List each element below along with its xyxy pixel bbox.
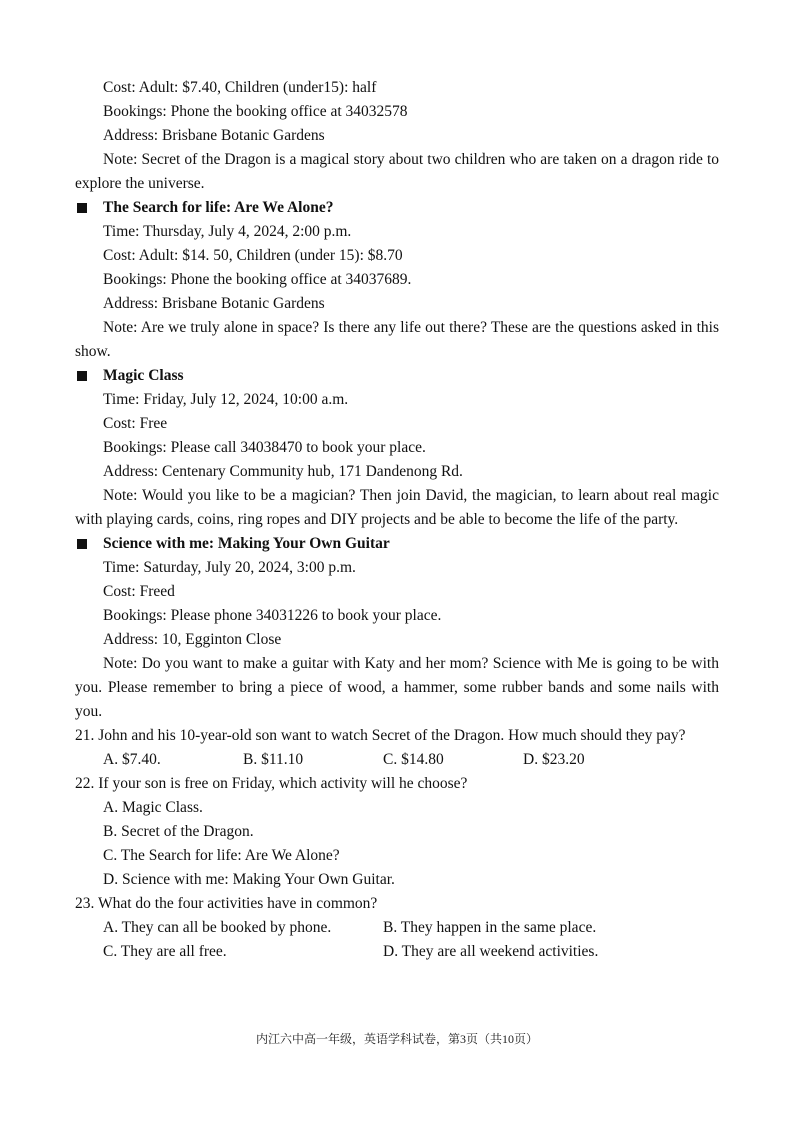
- question-stem: 21. John and his 10-year-old son want to watch Secret of the Dragon. How much should they pay?: [75, 727, 686, 744]
- option-a[interactable]: A. Magic Class.: [103, 799, 203, 816]
- option-b[interactable]: B. Secret of the Dragon.: [103, 823, 254, 840]
- event-title: Science with me: Making Your Own Guitar: [103, 535, 390, 552]
- square-bullet-icon: [77, 371, 87, 381]
- square-bullet-icon: [77, 203, 87, 213]
- event-note: Note: Are we truly alone in space? Is there any life out there? These are the questions asked in this show.: [75, 319, 719, 360]
- event-bookings: Bookings: Please call 34038470 to book your place.: [103, 439, 426, 456]
- event-heading: [75, 364, 719, 388]
- event-cost: Cost: Freed: [103, 583, 175, 600]
- option-c[interactable]: C. The Search for life: Are We Alone?: [103, 847, 340, 864]
- question-options: [75, 940, 719, 964]
- event-address: Address: Centenary Community hub, 171 Dandenong Rd.: [103, 463, 463, 480]
- option-d[interactable]: D. They are all weekend activities.: [383, 943, 599, 960]
- option-b[interactable]: B. $11.10: [243, 751, 304, 768]
- question-23: [75, 892, 719, 964]
- question-stem: 23. What do the four activities have in common?: [75, 895, 378, 912]
- option-a[interactable]: A. They can all be booked by phone.: [103, 919, 332, 936]
- event-cost: Cost: Free: [103, 415, 168, 432]
- question-stem: 22. If your son is free on Friday, which activity will he choose?: [75, 775, 468, 792]
- event-time: Time: Thursday, July 4, 2024, 2:00 p.m.: [103, 223, 352, 240]
- question-22: [75, 772, 719, 892]
- event-cost: Cost: Adult: $14. 50, Children (under 15): $8.70: [103, 247, 403, 264]
- event-bookings: Bookings: Please phone 34031226 to book your place.: [103, 607, 442, 624]
- exam-page: [75, 76, 719, 964]
- event-time: Time: Saturday, July 20, 2024, 3:00 p.m.: [103, 559, 356, 576]
- event-note: Note: Secret of the Dragon is a magical story about two children who are taken on a dragon ride to explore the universe.: [75, 151, 719, 192]
- page-footer: 内江六中高一年级，英语学科试卷，第3页（共10页）: [255, 1032, 538, 1046]
- event-address: Address: Brisbane Botanic Gardens: [103, 127, 325, 144]
- event-magic-class: [75, 364, 719, 532]
- event-search-for-life: [75, 196, 719, 364]
- question-21: [75, 724, 719, 772]
- option-c[interactable]: C. $14.80: [383, 751, 444, 768]
- option-d[interactable]: D. $23.20: [523, 751, 585, 768]
- event-address: Address: Brisbane Botanic Gardens: [103, 295, 325, 312]
- option-c[interactable]: C. They are all free.: [103, 943, 227, 960]
- option-d[interactable]: D. Science with me: Making Your Own Guitar.: [103, 871, 395, 888]
- event-address: Address: 10, Egginton Close: [103, 631, 282, 648]
- event-note: Note: Would you like to be a magician? Then join David, the magician, to learn about real magic with playing cards, coins, ring ropes and DIY projects and be able to become the life of the party.: [75, 487, 719, 528]
- event-bookings: Bookings: Phone the booking office at 34037689.: [103, 271, 412, 288]
- square-bullet-icon: [77, 539, 87, 549]
- event-making-guitar: [75, 532, 719, 724]
- option-a[interactable]: A. $7.40.: [103, 751, 161, 768]
- event-secret-of-the-dragon: [75, 76, 719, 196]
- event-bookings: Bookings: Phone the booking office at 34032578: [103, 103, 408, 120]
- question-options: [75, 916, 719, 940]
- event-title: The Search for life: Are We Alone?: [103, 199, 334, 216]
- event-title: Magic Class: [103, 367, 184, 384]
- event-heading: [75, 532, 719, 556]
- event-heading: [75, 196, 719, 220]
- event-cost: Cost: Adult: $7.40, Children (under15): half: [103, 79, 377, 96]
- option-b[interactable]: B. They happen in the same place.: [383, 919, 597, 936]
- event-note: Note: Do you want to make a guitar with Katy and her mom? Science with Me is going to be with you. Please remember to bring a piece of wood, a hammer, some rubber bands and some nails with you.: [75, 655, 719, 720]
- event-time: Time: Friday, July 12, 2024, 10:00 a.m.: [103, 391, 349, 408]
- question-options: [75, 748, 719, 772]
